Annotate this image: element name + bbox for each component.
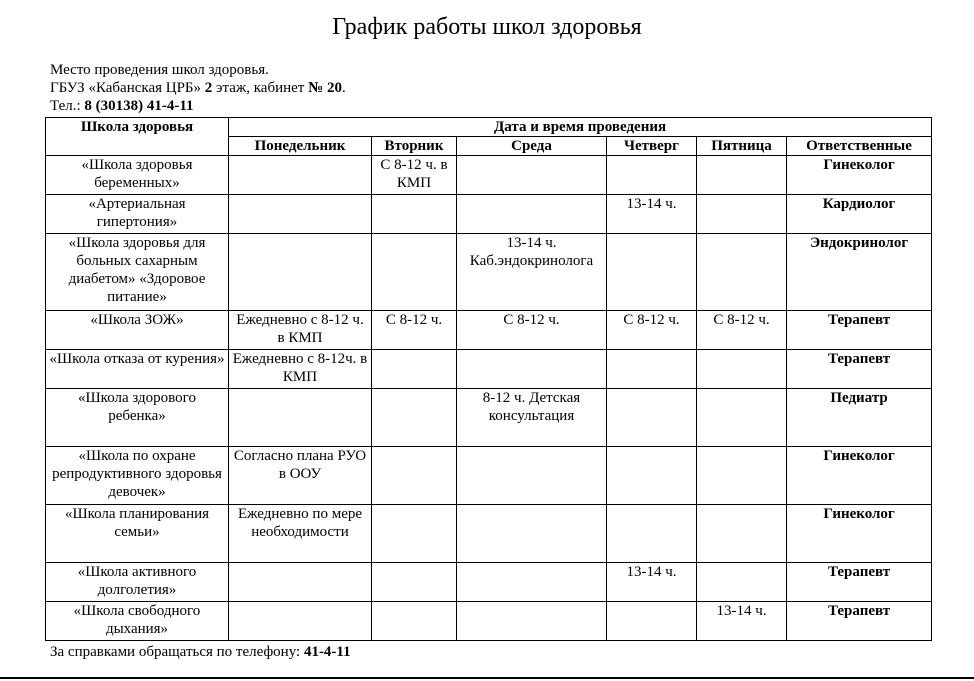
cell-wed — [457, 563, 607, 602]
school-name: «Школа ЗОЖ» — [46, 311, 229, 350]
header-datetime: Дата и время проведения — [229, 118, 932, 137]
cell-fri — [697, 563, 787, 602]
cell-mon — [229, 602, 372, 641]
table-row — [46, 234, 932, 311]
cell-responsible: Кардиолог — [787, 195, 932, 234]
school-name: «Школа отказа от курения» — [46, 350, 229, 389]
cell-mon — [229, 389, 372, 447]
cell-wed: 8-12 ч. Детская консультация — [457, 389, 607, 447]
cell-tue — [372, 447, 457, 505]
cell-tue — [372, 350, 457, 389]
table-row — [46, 389, 932, 447]
cell-fri — [697, 156, 787, 195]
cell-mon — [229, 195, 372, 234]
phone-value: 8 (30138) 41-4-11 — [84, 98, 194, 114]
floor-number: 2 — [204, 80, 213, 96]
cell-wed — [457, 505, 607, 563]
cell-fri — [697, 447, 787, 505]
cell-fri — [697, 195, 787, 234]
cell-wed — [457, 447, 607, 505]
phone-label: Тел.: — [50, 98, 85, 114]
cell-fri: С 8-12 ч. — [697, 311, 787, 350]
footer-label: За справками обращаться по телефону: — [50, 644, 304, 660]
cell-fri — [697, 389, 787, 447]
page-title: График работы школ здоровья — [332, 14, 642, 40]
cell-mon — [229, 563, 372, 602]
address-end: . — [341, 80, 346, 96]
cell-responsible: Терапевт — [787, 563, 932, 602]
cell-tue — [372, 602, 457, 641]
cell-thu: 13-14 ч. — [607, 563, 697, 602]
cell-thu: 13-14 ч. — [607, 195, 697, 234]
phone-line — [50, 97, 346, 115]
cell-responsible: Гинеколог — [787, 156, 932, 195]
cell-responsible: Гинеколог — [787, 505, 932, 563]
cell-wed: С 8-12 ч. — [457, 311, 607, 350]
cell-wed — [457, 350, 607, 389]
table-row — [46, 195, 932, 234]
table-row — [46, 563, 932, 602]
table-row — [46, 505, 932, 563]
cell-thu — [607, 156, 697, 195]
header-row-1 — [46, 118, 932, 137]
cell-wed — [457, 156, 607, 195]
header-day: Вторник — [372, 137, 457, 156]
footer-note — [50, 644, 351, 661]
cell-responsible: Терапевт — [787, 311, 932, 350]
cell-tue — [372, 195, 457, 234]
cell-thu — [607, 505, 697, 563]
cell-tue — [372, 505, 457, 563]
cell-tue: С 8-12 ч. в КМП — [372, 156, 457, 195]
cell-tue — [372, 389, 457, 447]
footer-phone: 41-4-11 — [303, 644, 351, 660]
cell-responsible: Гинеколог — [787, 447, 932, 505]
cell-fri — [697, 505, 787, 563]
cell-thu — [607, 234, 697, 311]
venue-line: Место проведения школ здоровья. — [50, 62, 269, 78]
header-school: Школа здоровья — [46, 118, 229, 156]
cell-thu — [607, 389, 697, 447]
school-name: «Школа здоровья беременных» — [46, 156, 229, 195]
table-row — [46, 602, 932, 641]
room-number: № 20 — [308, 80, 342, 96]
school-name: «Школа по охране репродуктивного здоровья девочек» — [46, 447, 229, 505]
address-text-2: этаж, кабинет — [212, 80, 309, 96]
address-text: ГБУЗ «Кабанская ЦРБ» — [50, 80, 205, 96]
cell-mon: Ежедневно по мере необходимости — [229, 505, 372, 563]
school-name: «Школа здоровья для больных сахарным диабетом» «Здоровое питание» — [46, 234, 229, 311]
cell-thu: С 8-12 ч. — [607, 311, 697, 350]
header-day: Пятница — [697, 137, 787, 156]
school-name: «Школа планирования семьи» — [46, 505, 229, 563]
cell-responsible: Терапевт — [787, 350, 932, 389]
table-row — [46, 311, 932, 350]
bottom-divider — [0, 677, 974, 679]
cell-thu — [607, 602, 697, 641]
schedule-table — [45, 117, 932, 641]
cell-mon: Ежедневно с 8-12 ч. в КМП — [229, 311, 372, 350]
cell-mon: Ежедневно с 8-12ч. в КМП — [229, 350, 372, 389]
school-name: «Школа свободного дыхания» — [46, 602, 229, 641]
cell-wed — [457, 195, 607, 234]
cell-thu — [607, 447, 697, 505]
cell-mon — [229, 234, 372, 311]
cell-tue: С 8-12 ч. — [372, 311, 457, 350]
school-name: «Артериальная гипертония» — [46, 195, 229, 234]
cell-responsible: Педиатр — [787, 389, 932, 447]
school-name: «Школа здорового ребенка» — [46, 389, 229, 447]
header-day: Понедельник — [229, 137, 372, 156]
info-block — [50, 61, 346, 115]
cell-mon — [229, 156, 372, 195]
header-responsible: Ответственные — [787, 137, 932, 156]
table-row — [46, 156, 932, 195]
cell-mon: Согласно плана РУО в ООУ — [229, 447, 372, 505]
table-row — [46, 350, 932, 389]
cell-thu — [607, 350, 697, 389]
school-name: «Школа активного долголетия» — [46, 563, 229, 602]
header-day: Среда — [457, 137, 607, 156]
cell-fri: 13-14 ч. — [697, 602, 787, 641]
cell-responsible: Терапевт — [787, 602, 932, 641]
cell-fri — [697, 350, 787, 389]
cell-wed: 13-14 ч. Каб.эндокринолога — [457, 234, 607, 311]
cell-tue — [372, 234, 457, 311]
cell-fri — [697, 234, 787, 311]
cell-wed — [457, 602, 607, 641]
address-line — [50, 79, 346, 97]
cell-responsible: Эндокринолог — [787, 234, 932, 311]
cell-tue — [372, 563, 457, 602]
header-day: Четверг — [607, 137, 697, 156]
table-row — [46, 447, 932, 505]
